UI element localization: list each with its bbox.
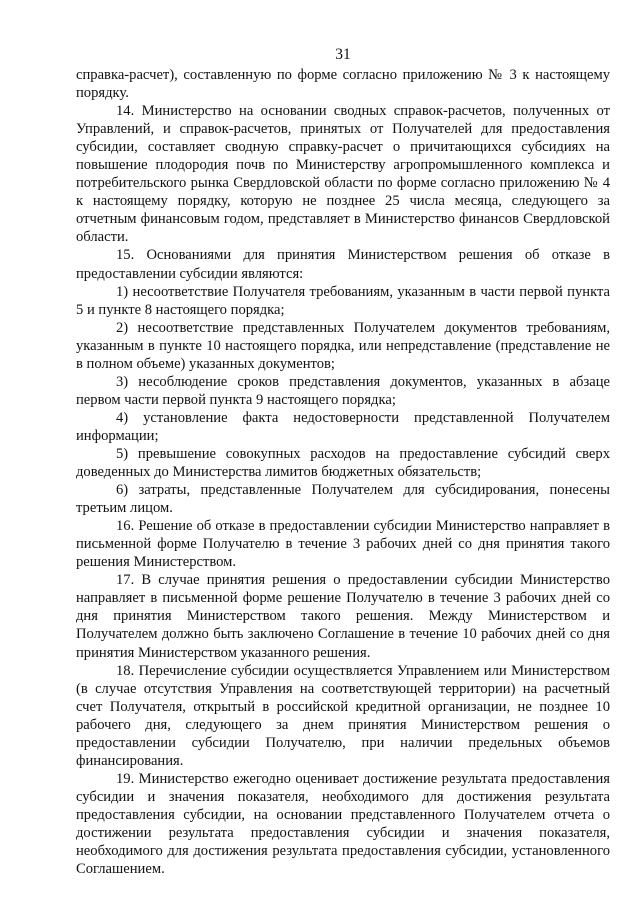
document-page bbox=[76, 46, 610, 878]
paragraph: 18. Перечисление субсидии осуществляется Управлением или Министерством (в случае отсутствия Управления на соответствующей территории) на расчетный счет Получателя, открытый в российской кредитной организации, не позднее 10 рабочего дня, следующего за днем принятия Министерством решения о предоставлении субсидии Получателю, при наличии предельных объемов финансирования. bbox=[76, 662, 610, 769]
paragraph: 1) несоответствие Получателя требованиям, указанным в части первой пункта 5 и пункте 8 настоящего порядка; bbox=[76, 283, 610, 318]
document-body bbox=[76, 66, 610, 878]
paragraph: 2) несоответствие представленных Получателем документов требованиям, указанным в пункте 10 настоящего порядка, или непредставление (представление не в полном объеме) указанных документов; bbox=[76, 319, 610, 372]
paragraph: справка-расчет), составленную по форме согласно приложению № 3 к настоящему порядку. bbox=[76, 67, 610, 102]
paragraph: 6) затраты, представленные Получателем для субсидирования, понесены третьим лицом. bbox=[76, 482, 610, 517]
paragraph: 19. Министерство ежегодно оценивает достижение результата предоставления субсидии и значения показателя, необходимого для достижения результата предоставления субсидии, на основании представленного Получателем отчета о достижении результата предоставления субсидии и значения показателя, необходимого для достижения результата предоставления субсидии, установленного Соглашением. bbox=[76, 770, 610, 878]
paragraph: 3) несоблюдение сроков представления документов, указанных в абзаце первом части первой пункта 9 настоящего порядка; bbox=[76, 373, 610, 408]
paragraph: 5) превышение совокупных расходов на предоставление субсидий сверх доведенных до Министерства лимитов бюджетных обязательств; bbox=[76, 445, 610, 481]
paragraph: 14. Министерство на основании сводных справок-расчетов, полученных от Управлений, и справок-расчетов, принятых от Получателей для предоставления субсидии, составляет сводную справку-расчет о причитающихся субсидиях на повышение плодородия почв по Министерству агропромышленного комплекса и потребительского рынка Свердловской области по форме согласно приложению № 4 к настоящему порядку, которую не позднее 25 числа месяца, следующего за отчетным финансовым годом, представляет в Министерство финансов Свердловской области. bbox=[76, 103, 610, 246]
paragraph: 15. Основаниями для принятия Министерством решения об отказе в предоставлении субсидии являются: bbox=[76, 247, 610, 282]
page-number: 31 bbox=[335, 46, 351, 63]
paragraph: 16. Решение об отказе в предоставлении субсидии Министерство направляет в письменной форме Получателю в течение 3 рабочих дней со дня принятия такого решения Министерством. bbox=[76, 518, 610, 571]
paragraph: 17. В случае принятия решения о предоставлении субсидии Министерство направляет в письменной форме решение Получателю в течение 3 рабочих дней со дня принятия Министерством такого решения. Между Министерством и Получателем должно быть заключено Соглашение в течение 10 рабочих дней со дня принятия Министерством указанного решения. bbox=[76, 572, 610, 661]
paragraph: 4) установление факта недостоверности представленной Получателем информации; bbox=[76, 409, 610, 444]
